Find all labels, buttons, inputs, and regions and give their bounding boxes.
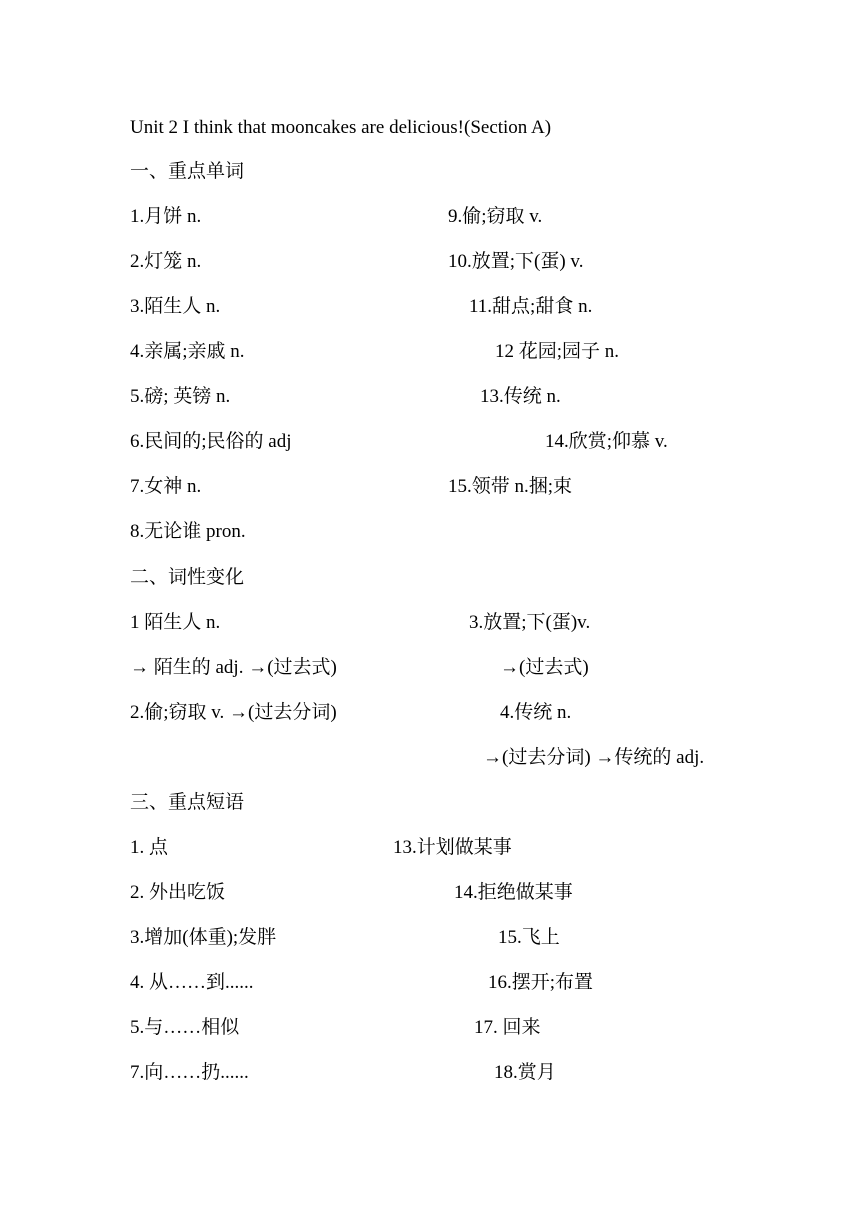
vocab-item: 4.亲属;亲戚 n. — [130, 341, 245, 362]
phrase-item: 7.向……扔...... — [130, 1062, 249, 1083]
vocab-item: 1.月饼 n. — [130, 206, 202, 227]
vocab-item: 12 花园;园子 n. — [495, 341, 620, 362]
vocab-item: 10.放置;下(蛋) v. — [448, 251, 584, 272]
word-form-item: 1 陌生人 n. — [130, 612, 221, 633]
section-heading-phrases: 三、重点短语 — [130, 792, 245, 813]
word-form-item: 2.偷;窃取 v. →(过去分词) — [130, 702, 337, 723]
section-heading-vocabulary: 一、重点单词 — [130, 161, 245, 182]
phrase-item: 3.增加(体重);发胖 — [130, 927, 277, 948]
word-form-item: →(过去式) — [500, 657, 589, 678]
phrase-item: 2. 外出吃饭 — [130, 882, 226, 903]
phrase-item: 1. 点 — [130, 837, 169, 858]
word-form-item: →(过去分词) →传统的 adj. — [483, 747, 705, 768]
phrase-item: 5.与……相似 — [130, 1017, 240, 1038]
vocab-item: 6.民间的;民俗的 adj — [130, 431, 292, 452]
phrase-item: 4. 从……到...... — [130, 972, 254, 993]
vocab-item: 7.女神 n. — [130, 476, 202, 497]
vocab-item: 2.灯笼 n. — [130, 251, 202, 272]
phrase-item: 16.摆开;布置 — [488, 972, 594, 993]
document-title: Unit 2 I think that mooncakes are delicious!(Section A) — [130, 117, 552, 138]
vocab-item: 8.无论谁 pron. — [130, 521, 246, 542]
word-form-item: 3.放置;下(蛋)v. — [469, 612, 591, 633]
phrase-item: 15.飞上 — [498, 927, 560, 948]
vocab-item: 11.甜点;甜食 n. — [469, 296, 593, 317]
vocab-item: 15.领带 n.捆;束 — [448, 476, 573, 497]
phrase-item: 18.赏月 — [494, 1062, 556, 1083]
phrase-item: 17. 回来 — [474, 1017, 541, 1038]
vocab-item: 5.磅; 英镑 n. — [130, 386, 231, 407]
section-heading-word-forms: 二、词性变化 — [130, 567, 245, 588]
phrase-item: 13.计划做某事 — [393, 837, 512, 858]
vocab-item: 9.偷;窃取 v. — [448, 206, 543, 227]
phrase-item: 14.拒绝做某事 — [454, 882, 573, 903]
vocab-item: 3.陌生人 n. — [130, 296, 221, 317]
vocab-item: 13.传统 n. — [480, 386, 561, 407]
vocab-item: 14.欣赏;仰慕 v. — [545, 431, 668, 452]
word-form-item: 4.传统 n. — [500, 702, 572, 723]
word-form-item: → 陌生的 adj. →(过去式) — [130, 657, 337, 678]
